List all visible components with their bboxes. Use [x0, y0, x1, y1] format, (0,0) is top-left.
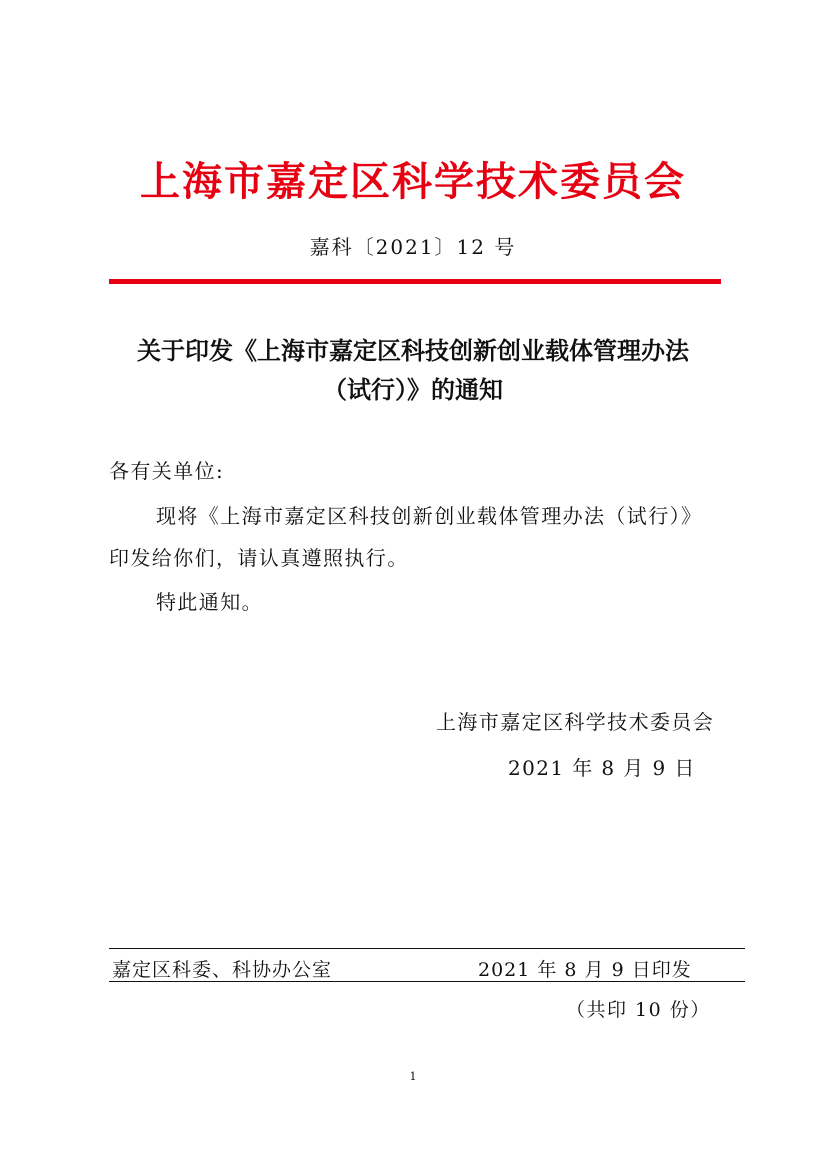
footer-issue-date: 2021 年 8 月 9 日印发	[478, 959, 692, 981]
footer-rule-bottom	[109, 981, 745, 982]
footer-issuer: 嘉定区科委、科协办公室	[112, 959, 333, 981]
page-number: 1	[409, 1070, 417, 1083]
red-header-rule	[109, 279, 721, 284]
sign-date: 2021 年 8 月 9 日	[508, 756, 696, 780]
document-number: 嘉科〔2021〕12 号	[309, 235, 517, 259]
salutation: 各有关单位:	[109, 459, 225, 483]
body-paragraph-1-line-1: 现将《上海市嘉定区科技创新创业载体管理办法（试行）》	[156, 504, 703, 528]
notice-title-line-2: （试行）》的通知	[323, 375, 503, 404]
organization-header: 上海市嘉定区科学技术委员会	[140, 158, 686, 205]
signer: 上海市嘉定区科学技术委员会	[436, 710, 715, 734]
body-paragraph-2: 特此通知。	[156, 590, 263, 614]
body-paragraph-1-line-2: 印发给你们，请认真遵照执行。	[109, 546, 409, 570]
notice-title-line-1: 关于印发《上海市嘉定区科技创新创业载体管理办法	[137, 336, 689, 365]
footer-rule-top	[109, 948, 745, 949]
footer-copies: （共印 10 份）	[566, 999, 711, 1021]
